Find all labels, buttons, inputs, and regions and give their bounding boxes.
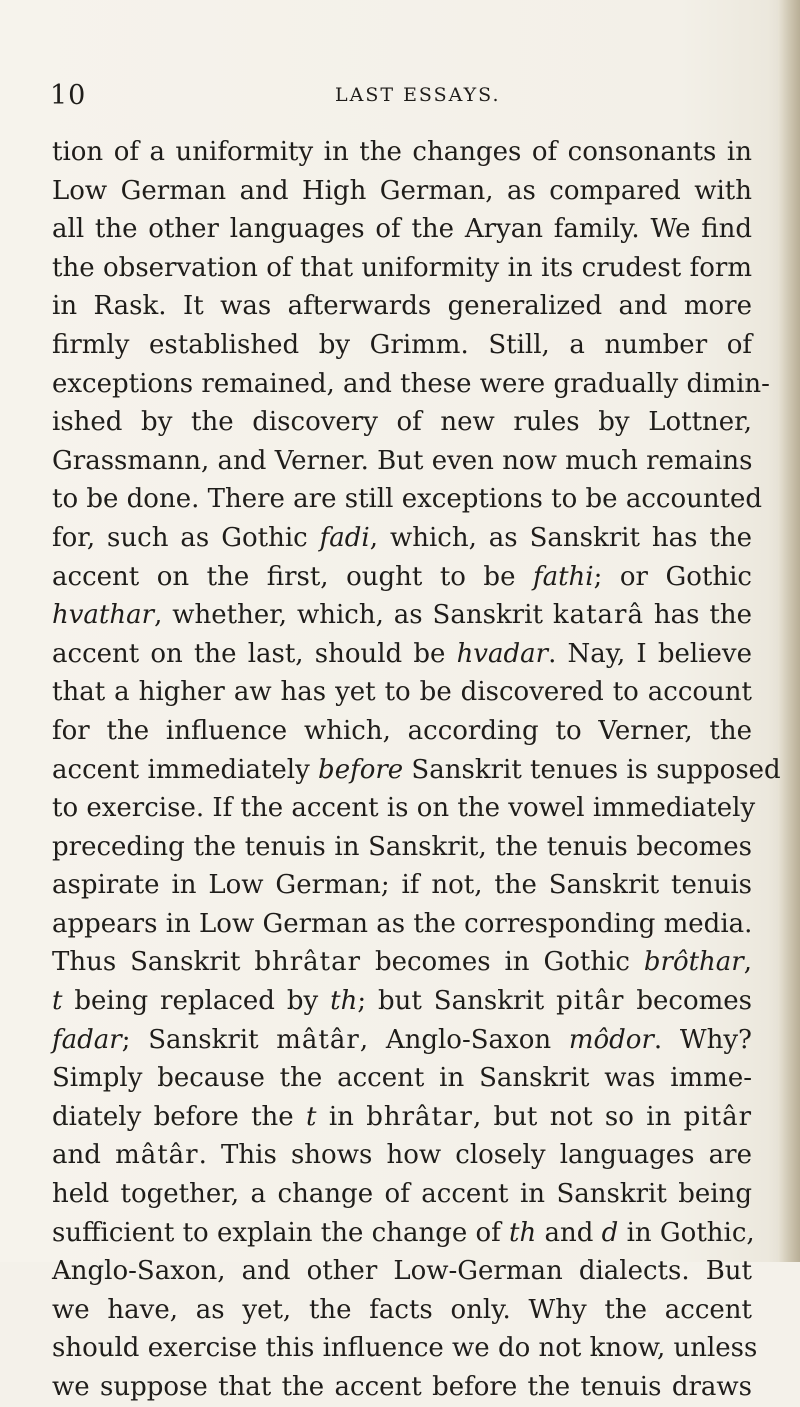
text-run: exceptions remained, and these were gradually dimin- bbox=[52, 368, 770, 399]
text-line bbox=[52, 943, 752, 982]
text-run: has the bbox=[643, 600, 752, 631]
spaced-word: katarâ bbox=[552, 600, 644, 631]
text-line bbox=[52, 1291, 752, 1330]
text-line bbox=[52, 1214, 755, 1253]
text-run: . This shows how closely languages are bbox=[198, 1140, 753, 1171]
italic-word: fathi bbox=[532, 561, 594, 592]
text-run: in Gothic, bbox=[618, 1217, 755, 1248]
text-run: Simply because the accent in Sanskrit was imme- bbox=[52, 1063, 752, 1094]
text-run: held together, a change of accent in Sanskrit being bbox=[52, 1179, 752, 1210]
italic-word: môdor bbox=[568, 1024, 654, 1055]
text-line bbox=[52, 480, 763, 519]
text-run: should exercise this influence we do not know, unless bbox=[52, 1333, 758, 1364]
text-line bbox=[52, 828, 752, 867]
text-run: we have, as yet, the facts only. Why the accent bbox=[52, 1294, 752, 1325]
text-run: appears in Low German as the corresponding media. bbox=[52, 908, 753, 939]
text-run: and bbox=[52, 1140, 116, 1171]
text-run: tion of a uniformity in the changes of consonants in bbox=[52, 137, 752, 167]
text-line bbox=[52, 365, 770, 404]
text-line bbox=[52, 1098, 752, 1137]
text-line bbox=[52, 1059, 752, 1098]
text-line bbox=[52, 712, 752, 751]
text-run: the observation of that uniformity in its crudest form bbox=[52, 252, 752, 283]
text-run: being replaced by bbox=[62, 986, 331, 1017]
text-run: that a higher aw has yet to be discovered to account bbox=[52, 677, 752, 708]
page-header bbox=[50, 80, 730, 120]
text-run: all the other languages of the Aryan family. We find bbox=[52, 214, 752, 245]
text-run: ished by the discovery of new rules by Lottner, bbox=[52, 407, 752, 438]
text-line bbox=[52, 249, 752, 288]
text-run: for, such as Gothic bbox=[52, 522, 320, 553]
italic-word: hvadar bbox=[456, 638, 549, 669]
text-run: sufficient to explain the change of bbox=[52, 1217, 510, 1248]
text-line bbox=[52, 635, 752, 674]
text-run: accent immediately bbox=[52, 754, 319, 785]
spaced-word: pitâr bbox=[556, 986, 625, 1017]
text-run: accent on the first, ought to be bbox=[52, 561, 533, 592]
text-line bbox=[52, 866, 752, 905]
text-line bbox=[52, 558, 752, 597]
text-run: to exercise. If the accent is on the vowel immediately bbox=[52, 793, 756, 824]
text-line bbox=[52, 326, 752, 365]
text-run: diately before the bbox=[52, 1101, 307, 1132]
text-line bbox=[52, 905, 752, 944]
text-line bbox=[52, 1252, 752, 1291]
text-line bbox=[52, 1329, 758, 1368]
text-line bbox=[52, 287, 752, 326]
spaced-word: mâtâr bbox=[276, 1024, 360, 1055]
spaced-word: mâtâr bbox=[115, 1140, 199, 1171]
italic-word: before bbox=[318, 754, 404, 785]
italic-word: t bbox=[306, 1101, 317, 1132]
page-number: 10 bbox=[50, 80, 87, 111]
spaced-word: pitâr bbox=[683, 1101, 752, 1132]
text-run: becomes in Gothic bbox=[361, 947, 644, 978]
text-run: , bbox=[743, 947, 752, 978]
text-line bbox=[52, 133, 752, 172]
text-run: Low German and High German, as compared with bbox=[52, 175, 752, 206]
text-run: for the influence which, according to Verner, the bbox=[52, 715, 752, 746]
text-run: , but not so in bbox=[472, 1101, 684, 1132]
spaced-word: bhrâtar bbox=[254, 947, 362, 978]
italic-word: d bbox=[601, 1217, 619, 1248]
text-line bbox=[52, 1368, 752, 1407]
text-run: . Nay, I believe bbox=[548, 638, 752, 669]
italic-word: fadar bbox=[52, 1024, 122, 1055]
running-head: LAST ESSAYS. bbox=[335, 84, 501, 106]
text-line bbox=[52, 673, 752, 712]
text-line bbox=[52, 789, 756, 828]
text-line bbox=[52, 442, 752, 481]
italic-word: th bbox=[330, 986, 358, 1017]
text-line bbox=[52, 172, 752, 211]
text-line bbox=[52, 210, 752, 249]
italic-word: t bbox=[52, 986, 63, 1017]
text-run: accent on the last, should be bbox=[52, 638, 457, 669]
text-run: ; but Sanskrit bbox=[357, 986, 557, 1017]
text-run: . Why? bbox=[653, 1024, 752, 1055]
text-run: in bbox=[316, 1101, 367, 1132]
text-run: , which, as Sanskrit has the bbox=[369, 522, 752, 553]
spaced-word: bhrâtar bbox=[366, 1101, 473, 1132]
text-line bbox=[52, 982, 752, 1021]
text-line bbox=[52, 519, 752, 558]
text-line bbox=[52, 596, 752, 635]
body-text bbox=[52, 133, 781, 1407]
text-run: and bbox=[536, 1217, 602, 1248]
text-run: , Anglo-Saxon bbox=[359, 1024, 569, 1055]
text-run: Sanskrit tenues is supposed bbox=[403, 754, 781, 785]
text-run: Grassmann, and Verner. But even now much remains bbox=[52, 445, 753, 476]
italic-word: th bbox=[509, 1217, 537, 1248]
text-run: to be done. There are still exceptions to be accounted bbox=[52, 484, 763, 515]
text-run: in Rask. It was afterwards generalized and more bbox=[52, 291, 752, 322]
text-run: ; Sanskrit bbox=[121, 1024, 277, 1055]
text-run: firmly established by Grimm. Still, a number of bbox=[52, 329, 752, 360]
italic-word: brôthar bbox=[643, 947, 744, 978]
text-run: preceding the tenuis in Sanskrit, the tenuis becomes bbox=[52, 831, 752, 862]
text-run: Anglo-Saxon, and other Low-German dialects. But bbox=[52, 1256, 752, 1287]
text-run: ; or Gothic bbox=[593, 561, 752, 592]
italic-word: fadi bbox=[319, 522, 370, 553]
page-edge-shadow bbox=[778, 0, 800, 1262]
italic-word: hvathar bbox=[52, 600, 155, 631]
text-run: Thus Sanskrit bbox=[52, 947, 255, 978]
text-line bbox=[52, 1175, 752, 1214]
text-run: we suppose that the accent before the tenuis draws bbox=[52, 1372, 752, 1402]
text-line bbox=[52, 1136, 752, 1175]
text-run: becomes bbox=[624, 986, 752, 1017]
text-run: , whether, which, as Sanskrit bbox=[154, 600, 553, 631]
text-run: aspirate in Low German; if not, the Sanskrit tenuis bbox=[52, 870, 752, 901]
text-line bbox=[52, 751, 781, 790]
text-line bbox=[52, 1021, 752, 1060]
text-line bbox=[52, 403, 752, 442]
